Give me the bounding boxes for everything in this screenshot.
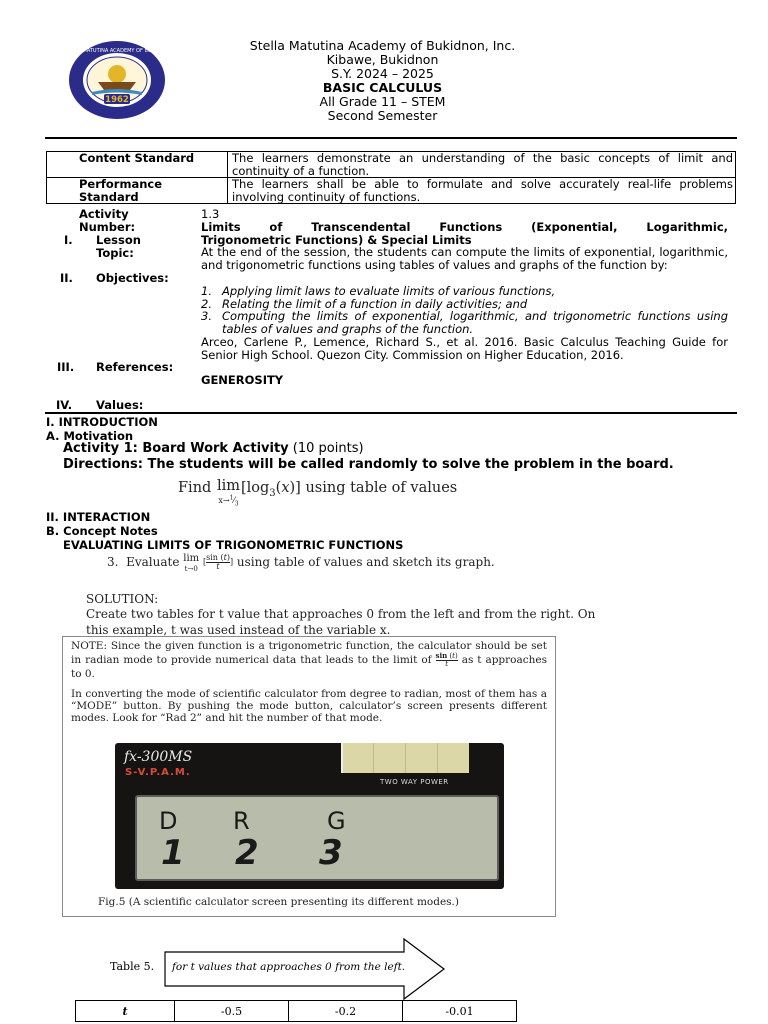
board-problem: Find lim $x\to^1⁄_3[\log_3(x)]$ using table of values: [178, 480, 457, 510]
example-prefix: Evaluate: [126, 555, 180, 569]
values-num: IV.: [56, 398, 73, 412]
activity-heading: [63, 441, 364, 456]
note-paragraph-1: [71, 640, 547, 680]
mode-letter: R: [233, 807, 250, 835]
table-header-cell: -0.2: [289, 1001, 403, 1022]
note-text-a: NOTE: Since the given function is a trigonometric function, the calculator should be set in radian mode to provide numerical data that leads to the limit of: [71, 640, 547, 666]
table-header-cell: t: [76, 1001, 175, 1022]
example-number: 3.: [107, 555, 119, 569]
lesson-topic-line-1: Limits of Transcendental Functions (Exponential, Logarithmic,: [201, 220, 728, 234]
svg-text:STELLA MATUTINA ACADEMY OF BUK: STELLA MATUTINA ACADEMY OF BUKIDNON: [62, 48, 172, 54]
table-label: Table 5.: [110, 960, 155, 973]
mode-digit: 3: [319, 833, 343, 873]
values-label: Values:: [96, 398, 144, 412]
arrow-text: for t values that approaches 0 from the left.: [172, 961, 406, 973]
header-divider: [45, 137, 737, 139]
reference-text: Arceo, Carlene P., Lemence, Richard S., et al. 2016. Basic Calculus Teaching Guide for Senior High School. Quezon City. Commission on Higher Education, 2016.: [201, 335, 728, 362]
calculator-photo: [115, 743, 504, 889]
mode-digit: 2: [235, 833, 259, 873]
mode-letter: G: [327, 807, 346, 835]
example-problem: [107, 554, 495, 574]
objective-text: Computing the limits of exponential, logarithmic, and trigonometric functions using tables of values and graphs of the function.: [222, 309, 728, 336]
objectives-num: II.: [60, 271, 73, 285]
references-label: References:: [96, 360, 174, 374]
directions: Directions: The students will be called randomly to solve the problem in the board.: [63, 457, 674, 472]
table-row: [47, 178, 736, 204]
semester: Second Semester: [327, 108, 438, 123]
calculator-model: fx-300MS: [124, 749, 193, 765]
objective-num: 3.: [201, 309, 212, 323]
fraction: [ $\frac{\sin (t)}{t}$]: [202, 553, 234, 571]
interaction-heading: II. INTERACTION: [46, 510, 151, 524]
references-num: III.: [57, 360, 75, 374]
school-year: S.Y. 2024 – 2025: [331, 66, 434, 81]
board-problem-prefix: Find: [178, 480, 212, 496]
solution-line-1: Create two tables for t value that approaches 0 from the left and from the right. On: [86, 607, 596, 621]
fraction: $\frac{\sin (t)}{t}$: [435, 651, 458, 668]
introduction-heading: I. INTRODUCTION: [46, 415, 158, 429]
values-text: GENEROSITY: [201, 373, 284, 387]
note-paragraph-2: In converting the mode of scientific calculator from degree to radian, most of them has a “MODE” button. By pushing the mode button, calculator’s screen presents different modes. Look for “Rad 2” and hit the number of that mode.: [71, 688, 547, 724]
table-header-cell: -0.5: [175, 1001, 289, 1022]
calculator-power: TWO WAY POWER: [380, 778, 449, 786]
lesson-topic-line-2: Trigonometric Functions) & Special Limits: [201, 233, 472, 247]
objective-num: 2.: [201, 297, 212, 311]
activity-title: Activity 1: Board Work Activity: [63, 441, 289, 456]
objectives-label: Objectives:: [96, 271, 169, 285]
activity-points: (10 points): [292, 441, 364, 456]
grade-level: All Grade 11 – STEM: [319, 94, 446, 109]
standard-label: Content Standard: [47, 152, 228, 178]
objectives-intro: At the end of the session, the students can compute the limits of exponential, logarithmic, and trigonometric functions using tables of values and graphs of the function by:: [201, 245, 728, 272]
objective-text: Relating the limit of a function in daily activities; and: [222, 297, 528, 311]
school-seal: [62, 40, 172, 120]
activity-label-2: Number:: [79, 220, 136, 234]
standards-table: [46, 151, 736, 204]
figure-caption: Fig.5 (A scientific calculator screen presenting its different modes.): [98, 896, 459, 908]
standard-text: The learners shall be able to formulate and solve accurately real-life problems involving continuity of functions.: [228, 178, 736, 204]
lesson-label-1: Lesson: [96, 233, 141, 247]
concept-notes-heading: B. Concept Notes: [46, 524, 158, 538]
subject-title: BASIC CALCULUS: [322, 80, 443, 95]
lesson-num: I.: [64, 233, 73, 247]
table-header-cell: -0.01: [403, 1001, 517, 1022]
limit-symbol: lim $x\to^1⁄_3$: [216, 478, 240, 508]
evaluating-heading: EVALUATING LIMITS OF TRIGONOMETRIC FUNCTIONS: [63, 538, 404, 552]
example-suffix: using table of values and sketch its graph.: [236, 555, 495, 569]
calculator-svpam: S-V.P.A.M.: [125, 767, 191, 778]
table-row: [47, 152, 736, 178]
mode-letter: D: [159, 807, 178, 835]
solution-label: SOLUTION:: [86, 592, 159, 606]
standard-text: The learners demonstrate an understanding of the basic concepts of limit and continuity of a function.: [228, 152, 736, 178]
note-text-b: as t approaches to 0.: [71, 654, 547, 680]
solution-line-2: this example, t was used instead of the variable x.: [86, 623, 391, 637]
solar-panel: [341, 743, 469, 773]
svg-text:1962: 1962: [105, 95, 129, 105]
objective-text: Applying limit laws to evaluate limits of various functions,: [222, 284, 556, 298]
calculator-lcd: [135, 795, 499, 881]
mode-digit: 1: [161, 833, 185, 873]
school-location: Kibawe, Bukidnon: [326, 52, 439, 67]
lesson-label-2: Topic:: [96, 246, 134, 260]
values-table: [75, 1000, 517, 1022]
plan-divider: [45, 412, 737, 414]
table-row: [76, 1001, 517, 1022]
activity-number: 1.3: [201, 207, 220, 221]
limit-symbol: lim t→0: [183, 553, 200, 573]
motivation-heading: A. Motivation: [46, 429, 134, 443]
objective-num: 1.: [201, 284, 212, 298]
standard-label: Performance Standard: [47, 178, 228, 204]
activity-label-1: Activity: [79, 207, 129, 221]
school-name: Stella Matutina Academy of Bukidnon, Inc.: [249, 38, 516, 53]
board-problem-suffix: using table of values: [305, 480, 458, 496]
